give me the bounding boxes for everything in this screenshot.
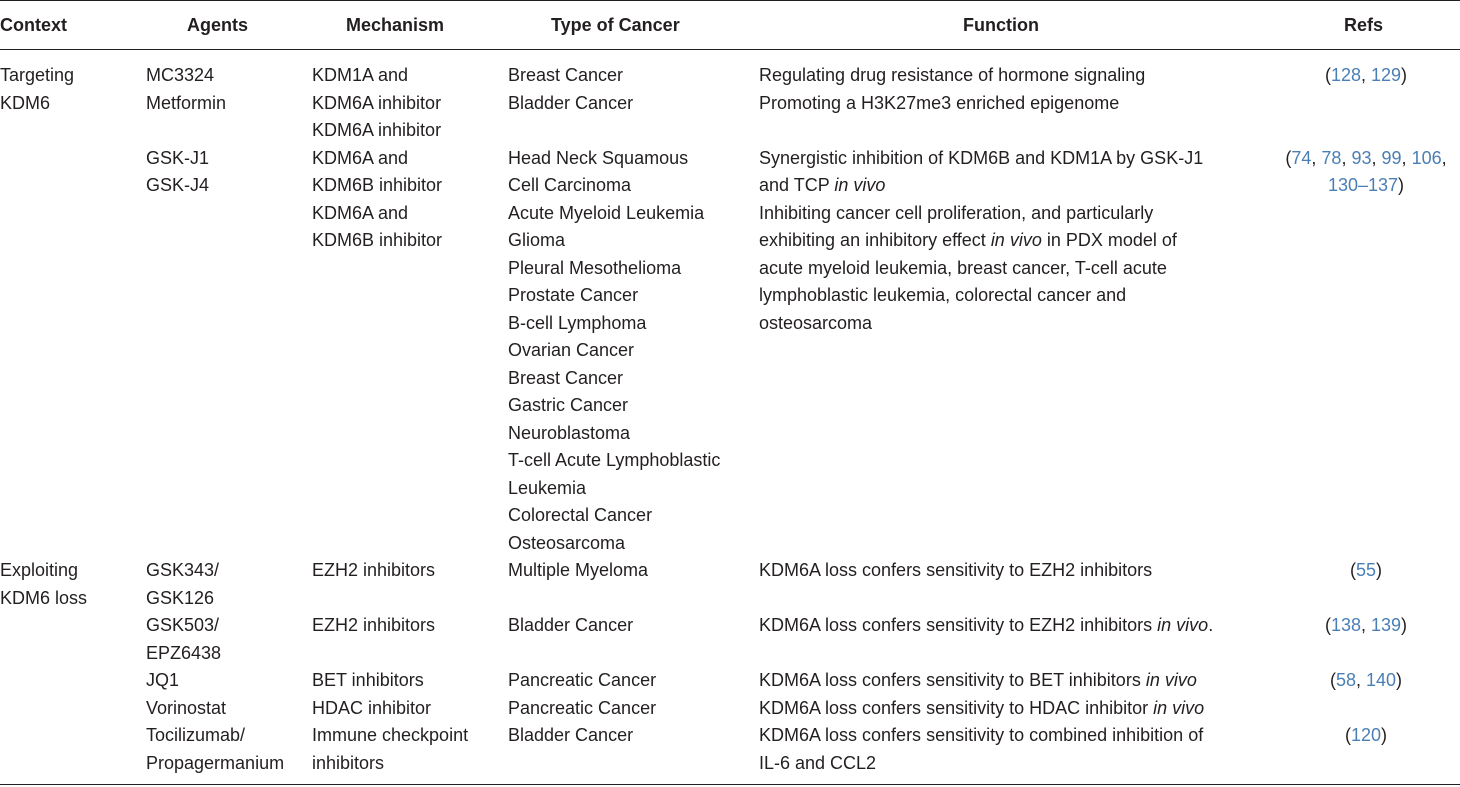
function-line bbox=[759, 145, 1203, 173]
cancer-type-line: Breast Cancer bbox=[508, 367, 624, 388]
text-segment: KDM6A loss confers sensitivity to combined inhibition of bbox=[759, 725, 1204, 745]
text-segment: KDM6A loss confers sensitivity to EZH2 inhibitors bbox=[759, 560, 1153, 580]
agent-line: JQ1 bbox=[146, 670, 180, 690]
reference-link[interactable]: 120 bbox=[1350, 725, 1382, 745]
cancer-type-line: Pancreatic Cancer bbox=[508, 670, 657, 690]
cancer-type-cell bbox=[508, 145, 720, 558]
refs-line bbox=[1266, 557, 1460, 585]
function-cell bbox=[759, 145, 1203, 338]
cancer-type-line: Neuroblastoma bbox=[508, 422, 631, 443]
context-line: Targeting bbox=[0, 65, 75, 85]
function-cell bbox=[759, 612, 1213, 640]
mechanism-line: KDM6A and bbox=[312, 202, 409, 223]
agent-line: EPZ6438 bbox=[146, 642, 222, 663]
cancer-type-line: Ovarian Cancer bbox=[508, 340, 635, 360]
agent-line: Tocilizumab/ bbox=[146, 725, 246, 745]
function-line bbox=[759, 722, 1203, 750]
mechanism-line: EZH2 inhibitors bbox=[312, 615, 436, 635]
agents-cell bbox=[146, 62, 226, 117]
bottom-rule bbox=[0, 784, 1460, 785]
text-segment: Regulating drug resistance of hormone signaling bbox=[759, 65, 1146, 85]
text-segment: in vivo bbox=[834, 175, 886, 195]
mechanism-line: KDM6A and bbox=[312, 147, 409, 168]
agents-cell bbox=[146, 145, 209, 200]
agent-line: Propagermanium bbox=[146, 752, 285, 773]
cancer-type-line: Gastric Cancer bbox=[508, 395, 629, 415]
header-agents: Agents bbox=[187, 15, 249, 35]
header-refs: Refs bbox=[1344, 15, 1384, 35]
refs-cell bbox=[1266, 667, 1460, 695]
reference-link[interactable]: 140 bbox=[1366, 670, 1397, 690]
text-segment: in PDX model of bbox=[1041, 230, 1177, 250]
cancer-type-line: Bladder Cancer bbox=[508, 615, 634, 635]
agent-line: GSK343/ bbox=[146, 560, 220, 580]
text-segment: IL-6 and CCL2 bbox=[759, 752, 877, 773]
agent-line: GSK-J1 bbox=[146, 147, 210, 168]
mechanism-line: KDM6A inhibitor bbox=[312, 92, 442, 113]
context-cell bbox=[0, 62, 74, 117]
mechanism-line: KDM6B inhibitor bbox=[312, 175, 443, 195]
cancer-type-line: Head Neck Squamous bbox=[508, 147, 689, 168]
cancer-type-cell bbox=[508, 62, 633, 117]
function-cell bbox=[759, 667, 1197, 695]
mechanism-line: BET inhibitors bbox=[312, 670, 424, 690]
reference-link[interactable]: 138 bbox=[1330, 615, 1361, 635]
cancer-type-line: Pleural Mesothelioma bbox=[508, 257, 682, 278]
agents-cell bbox=[146, 667, 179, 695]
text-segment: KDM6A loss confers sensitivity to BET inhibitors bbox=[759, 670, 1146, 690]
cancer-type-line: Prostate Cancer bbox=[508, 285, 639, 305]
reference-punctuation: ( bbox=[1324, 615, 1331, 635]
mechanism-cell bbox=[312, 722, 468, 777]
context-line: KDM6 bbox=[0, 92, 51, 113]
header-mechanism: Mechanism bbox=[346, 15, 445, 35]
context-cell bbox=[0, 557, 87, 612]
reference-link[interactable]: 130–137 bbox=[1327, 175, 1399, 195]
reference-punctuation: ) bbox=[1401, 615, 1408, 635]
cancer-type-cell bbox=[508, 557, 648, 585]
function-line bbox=[759, 695, 1204, 723]
header-rule bbox=[0, 49, 1460, 50]
reference-link[interactable]: 74 bbox=[1291, 147, 1312, 168]
reference-punctuation: ) bbox=[1381, 725, 1388, 745]
header-context: Context bbox=[0, 15, 67, 35]
text-segment: Inhibiting cancer cell proliferation, and particularly bbox=[759, 202, 1154, 223]
text-segment: KDM6A loss confers sensitivity to EZH2 inhibitors bbox=[759, 615, 1158, 635]
cancer-type-line: Breast Cancer bbox=[508, 65, 624, 85]
reference-punctuation: , bbox=[1311, 147, 1322, 168]
function-line bbox=[759, 667, 1197, 695]
mechanism-cell bbox=[312, 557, 435, 585]
text-segment: acute myeloid leukemia, breast cancer, T-cell acute bbox=[759, 257, 1167, 278]
text-segment: lymphoblastic leukemia, colorectal cancer and bbox=[759, 285, 1127, 305]
reference-punctuation: ) bbox=[1396, 670, 1403, 690]
reference-punctuation: ) bbox=[1401, 65, 1408, 85]
mechanism-line: EZH2 inhibitors bbox=[312, 560, 436, 580]
cancer-type-line: Glioma bbox=[508, 230, 566, 250]
cancer-type-cell bbox=[508, 667, 656, 695]
agent-line: GSK503/ bbox=[146, 615, 220, 635]
reference-punctuation: ( bbox=[1329, 670, 1336, 690]
function-cell bbox=[759, 722, 1203, 777]
text-segment: . bbox=[1208, 615, 1214, 635]
function-line bbox=[759, 90, 1145, 118]
reference-link[interactable]: 129 bbox=[1371, 65, 1402, 85]
cancer-type-line: Bladder Cancer bbox=[508, 92, 634, 113]
reference-link[interactable]: 93 bbox=[1351, 147, 1372, 168]
function-cell bbox=[759, 62, 1145, 117]
mechanism-cell bbox=[312, 145, 442, 255]
reference-punctuation: , bbox=[1441, 147, 1447, 168]
reference-punctuation: ( bbox=[1344, 725, 1351, 745]
context-line: Exploiting bbox=[0, 560, 79, 580]
text-segment: KDM6A loss confers sensitivity to HDAC inhibitor bbox=[759, 697, 1154, 718]
cancer-type-line: T-cell Acute Lymphoblastic bbox=[508, 450, 721, 470]
cancer-type-line: Cell Carcinoma bbox=[508, 175, 632, 195]
function-line bbox=[759, 227, 1203, 255]
function-line bbox=[759, 310, 1203, 338]
cancer-type-line: B-cell Lymphoma bbox=[508, 312, 647, 333]
function-line bbox=[759, 557, 1152, 585]
text-segment: in vivo bbox=[1145, 670, 1197, 690]
function-line bbox=[759, 612, 1213, 640]
mechanism-cell bbox=[312, 695, 431, 723]
top-rule bbox=[0, 0, 1460, 1]
reference-punctuation: , bbox=[1401, 147, 1412, 168]
mechanism-line: KDM1A and bbox=[312, 65, 409, 85]
cancer-type-line: Multiple Myeloma bbox=[508, 560, 649, 580]
context-line: KDM6 loss bbox=[0, 587, 88, 608]
reference-link[interactable]: 128 bbox=[1330, 65, 1361, 85]
reference-link[interactable]: 78 bbox=[1321, 147, 1342, 168]
cancer-type-cell bbox=[508, 612, 633, 640]
function-line bbox=[759, 172, 1203, 200]
refs-line bbox=[1266, 172, 1460, 200]
mechanism-line: HDAC inhibitor bbox=[312, 697, 432, 718]
cancer-type-line: Colorectal Cancer bbox=[508, 505, 653, 525]
function-line bbox=[759, 62, 1145, 90]
function-line bbox=[759, 200, 1203, 228]
reference-punctuation: , bbox=[1371, 147, 1382, 168]
function-cell bbox=[759, 695, 1204, 723]
refs-line bbox=[1266, 722, 1460, 750]
agent-line: Vorinostat bbox=[146, 697, 227, 718]
reference-link[interactable]: 139 bbox=[1371, 615, 1402, 635]
agent-line: GSK126 bbox=[146, 587, 215, 608]
reference-link[interactable]: 106 bbox=[1411, 147, 1442, 168]
reference-link[interactable]: 99 bbox=[1381, 147, 1402, 168]
function-line bbox=[759, 255, 1203, 283]
header-function: Function bbox=[963, 15, 1039, 35]
cancer-type-cell bbox=[508, 722, 633, 750]
text-segment: in vivo bbox=[990, 230, 1042, 250]
refs-line bbox=[1266, 145, 1460, 173]
mechanism-cell bbox=[312, 667, 424, 695]
reference-link[interactable]: 55 bbox=[1355, 560, 1377, 580]
agents-cell bbox=[146, 612, 221, 667]
function-line bbox=[759, 282, 1203, 310]
agent-line: Metformin bbox=[146, 92, 227, 113]
header-type-of-cancer: Type of Cancer bbox=[551, 15, 680, 35]
refs-cell bbox=[1266, 612, 1460, 640]
function-line bbox=[759, 750, 1203, 778]
cancer-type-line: Leukemia bbox=[508, 477, 587, 498]
cancer-type-line: Acute Myeloid Leukemia bbox=[508, 202, 705, 223]
text-segment: exhibiting an inhibitory effect bbox=[759, 230, 991, 250]
agent-line: GSK-J4 bbox=[146, 175, 210, 195]
mechanism-line: KDM6A inhibitor bbox=[312, 120, 442, 140]
agents-cell bbox=[146, 695, 226, 723]
refs-line bbox=[1266, 62, 1460, 90]
function-cell bbox=[759, 557, 1152, 585]
agents-cell bbox=[146, 722, 284, 777]
mechanism-cell bbox=[312, 612, 435, 640]
mechanism-cell bbox=[312, 62, 441, 145]
mechanism-line: Immune checkpoint bbox=[312, 725, 469, 745]
text-segment: in vivo bbox=[1153, 697, 1205, 718]
refs-line bbox=[1266, 667, 1460, 695]
text-segment: in vivo bbox=[1157, 615, 1209, 635]
refs-cell bbox=[1266, 557, 1460, 585]
reference-punctuation: ( bbox=[1285, 147, 1292, 168]
reference-punctuation: , bbox=[1360, 615, 1371, 635]
refs-cell bbox=[1266, 145, 1460, 200]
cancer-type-line: Bladder Cancer bbox=[508, 725, 634, 745]
mechanism-line: KDM6B inhibitor bbox=[312, 230, 443, 250]
cancer-type-line: Osteosarcoma bbox=[508, 532, 626, 553]
reference-punctuation: ) bbox=[1398, 175, 1405, 195]
refs-cell bbox=[1266, 722, 1460, 750]
refs-cell bbox=[1266, 62, 1460, 90]
reference-punctuation: ) bbox=[1376, 560, 1383, 580]
agent-line: MC3324 bbox=[146, 65, 215, 85]
cancer-type-cell bbox=[508, 695, 656, 723]
reference-punctuation: , bbox=[1341, 147, 1352, 168]
reference-punctuation: , bbox=[1360, 65, 1371, 85]
text-segment: osteosarcoma bbox=[759, 312, 873, 333]
text-segment: Synergistic inhibition of KDM6B and KDM1A by GSK-J1 bbox=[759, 147, 1204, 168]
refs-line bbox=[1266, 612, 1460, 640]
cancer-type-line: Pancreatic Cancer bbox=[508, 697, 657, 718]
reference-link[interactable]: 58 bbox=[1335, 670, 1356, 690]
agents-cell bbox=[146, 557, 219, 612]
text-segment: Promoting a H3K27me3 enriched epigenome bbox=[759, 92, 1120, 113]
reference-punctuation: , bbox=[1355, 670, 1366, 690]
reference-punctuation: ( bbox=[1349, 560, 1356, 580]
reference-punctuation: ( bbox=[1324, 65, 1331, 85]
mechanism-line: inhibitors bbox=[312, 752, 385, 773]
text-segment: and TCP bbox=[759, 175, 835, 195]
